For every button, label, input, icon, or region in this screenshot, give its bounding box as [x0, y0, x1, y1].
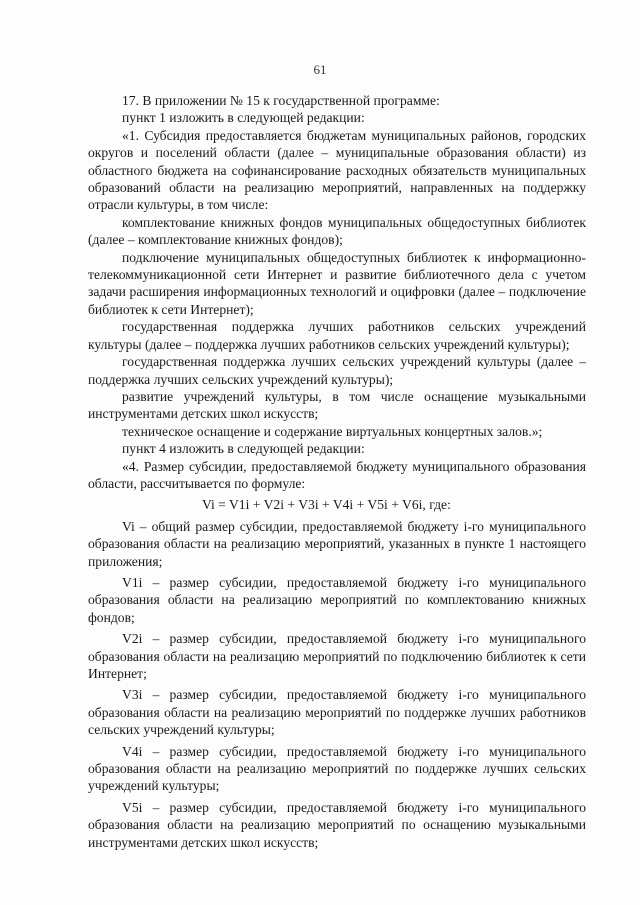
- definition-v5i: V5i – размер субсидии, предоставляемой бюджету i-го муниципального образования области на реализацию мероприятий по оснащению музыкальными инструментами детских школ искусств;: [88, 799, 586, 850]
- list-item-best-workers: государственная поддержка лучших работников сельских учреждений культуры (далее – поддержка лучших работников сельских учреждений культуры);: [88, 319, 586, 352]
- document-body: [88, 92, 586, 851]
- point-4-intro: пункт 4 изложить в следующей редакции:: [122, 441, 365, 457]
- list-item-book-funds: комплектование книжных фондов муниципальных общедоступных библиотек (далее – комплектование книжных фондов);: [88, 214, 586, 248]
- list-item-music-instruments: развитие учреждений культуры, в том числе оснащение музыкальными инструментами детских школ искусств;: [88, 388, 586, 422]
- page-number: 61: [313, 62, 327, 77]
- point-1-intro: пункт 1 изложить в следующей редакции:: [122, 110, 365, 126]
- definition-v4i: V4i – размер субсидии, предоставляемой бюджету i-го муниципального образования области на реализацию мероприятий по поддержке лучших сельских учреждений культуры;: [88, 743, 586, 794]
- list-item-internet: подключение муниципальных общедоступных библиотек к информационно-телекоммуникационной сети Интернет и развитие библиотечного дела с учетом задачи расширения информационных технологий и оцифровки (далее – подключение библиотек к сети Интернет);: [88, 249, 586, 317]
- list-item-best-institutions: государственная поддержка лучших сельских учреждений культуры (далее – поддержка лучших сельских учреждений культуры);: [88, 354, 586, 387]
- definition-v3i: V3i – размер субсидии, предоставляемой бюджету i-го муниципального образования области на реализацию мероприятий по поддержке лучших работников сельских учреждений культуры;: [88, 687, 586, 738]
- subsidy-formula: Vi = V1i + V2i + V3i + V4i + V5i + V6i, где:: [202, 497, 451, 513]
- definition-v1i: V1i – размер субсидии, предоставляемой бюджету i-го муниципального образования области на реализацию мероприятий по комплектованию книжных фондов;: [88, 574, 586, 625]
- list-item-virtual-halls: техническое оснащение и содержание виртуальных концертных залов.»;: [122, 423, 543, 439]
- point-4-text: «4. Размер субсидии, предоставляемой бюджету муниципального образования области, рассчитывается по формуле:: [88, 458, 586, 491]
- definition-vi: Vi – общий размер субсидии, предоставляемой бюджету i-го муниципального образования области на реализацию мероприятий, указанных в пункте 1 настоящего приложения;: [88, 518, 586, 569]
- definition-v2i: V2i – размер субсидии, предоставляемой бюджету i-го муниципального образования области на реализацию мероприятий по подключению библиотек к сети Интернет;: [88, 631, 586, 681]
- item-17-heading: 17. В приложении № 15 к государственной программе:: [122, 93, 440, 108]
- point-1-text: «1. Субсидия предоставляется бюджетам муниципальных районов, городских округов и поселений области (далее – муниципальные образования области) из областного бюджета на софинансирование расходных обязательств муниципальных образований области на реализацию мероприятий, направленных на поддержку отрасли культуры, в том числе:: [88, 127, 586, 213]
